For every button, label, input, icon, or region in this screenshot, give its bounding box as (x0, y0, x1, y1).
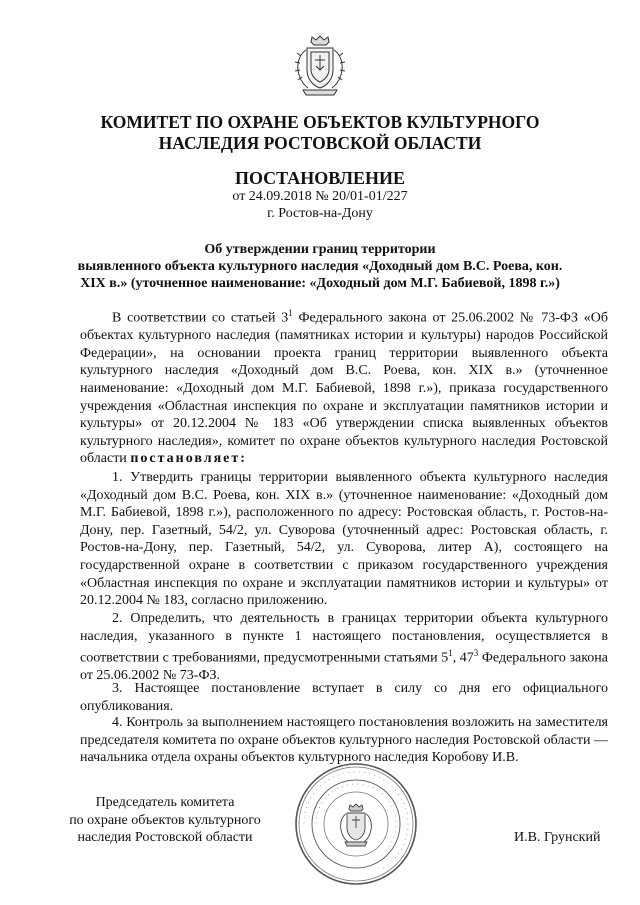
signatory-position-line3: наследия Ростовской области (77, 830, 253, 846)
item-1-paragraph: 1. Утвердить границы территории выявленного объекта культурного наследия «Доходный дом В.С. Роева, кон. XIX в.» (уточненное наименование: «Доходный дом М.Г. Бабиевой, 1898 г.»), расположенного по адресу: Ростовская область, г. Ростов-на-Дону, пер. Газетный, 54/2, ул. Суворова (уточненный адрес: Ростовская область, г. Ростов-на-Дону, пер. Газетный, 54/2, ул. Суворова, литер А), состоящего на государственной охране в соответствии с приказом государственного учреждения «Областная инспекция по охране и эксплуатации памятников истории и культуры» от 20.12.2004 № 183, согласно приложению. (80, 470, 608, 609)
organization-name-line1: КОМИТЕТ ПО ОХРАНЕ ОБЪЕКТОВ КУЛЬТУРНОГО (100, 112, 540, 132)
item-2-text-b: , 47 (452, 650, 474, 666)
organization-name-line2: НАСЛЕДИЯ РОСТОВСКОЙ ОБЛАСТИ (158, 133, 482, 153)
document-title-line2: выявленного объекта культурного наследия «Доходный дом В.С. Роева, кон. (77, 259, 563, 274)
preamble-text-b: Федерального закона от 25.06.2002 № 73-ФЗ «Об объектах культурного наследия (памятниках истории и культуры) народов Российской Федерации», на основании проекта границ территории выявленного объекта культурного наследия «Доходный дом В.С. Роева, кон. XIX в.» (уточненное наименование: «Доходный дом М.Г. Бабиевой, 1898 г.»), приказа государственного учреждения «Областная инспекция по охране и эксплуатации памятников истории и культуры» от 20.12.2004 № 183 «Об утверждении списка выявленных объектов культурного наследия», комитет по охране объектов культурного наследия Ростовской области (80, 310, 608, 467)
preamble-superscript: 1 (288, 308, 293, 318)
item-2-text-c: Федерального закона от 25.06.2002 № 73-ФЗ. (80, 650, 609, 684)
item-2-superscript-2: 3 (473, 648, 479, 659)
preamble-text-a: В соответствии со статьей 3 (112, 310, 289, 326)
decree-word: постановляет: (130, 451, 247, 467)
item-3-paragraph: 3. Настоящее постановление вступает в силу со дня его официального опубликования. (80, 681, 608, 714)
item-2-paragraph (80, 610, 608, 685)
document-title-line3: XIX в.» (уточненное наименование: «Доходный дом М.Г. Бабиевой, 1898 г.») (80, 276, 560, 291)
svg-text:· · · · · · · · · · · · · · ·: · · · · · · · · · · · · · · · · · · · · · · · · · · · · · · · · · · · · · · · · · · (300, 768, 412, 872)
document-date-number: от 24.09.2018 № 20/01-01/227 (232, 189, 408, 204)
document-city: г. Ростов-на-Дону (267, 206, 373, 221)
rostov-region-coat-of-arms-icon (289, 30, 351, 100)
signatory-position-line1: Председатель комитета (95, 795, 235, 810)
signatory-position (60, 794, 270, 847)
svg-text:· · · · · · · · · · · · · · ·: · · · · · · · · · · · · · · · · · · · · · · · · · · · · · · (312, 780, 400, 854)
item-4-paragraph: 4. Контроль за выполнением настоящего постановления возложить на заместителя председателя комитета по охране объектов культурного наследия Ростовской области — начальника отдела охраны объектов культурного наследия Коробову И.В. (80, 715, 608, 766)
document-type: ПОСТАНОВЛЕНИЕ (234, 168, 406, 188)
item-2-text-a: 2. Определить, что деятельность в границах территории объекта культурного наследия, указанного в пункте 1 настоящего постановления, осуществляется в соответствии с требованиями, предусмотренными статьями 5 (80, 611, 608, 666)
preamble-paragraph (80, 305, 608, 468)
official-round-seal-icon (292, 760, 420, 888)
item-2-superscript-1: 1 (448, 648, 453, 659)
signatory-name: И.В. Грунский (514, 830, 601, 845)
signatory-position-line2: по охране объектов культурного (69, 812, 261, 828)
document-title-line1: Об утверждении границ территории (204, 242, 436, 257)
